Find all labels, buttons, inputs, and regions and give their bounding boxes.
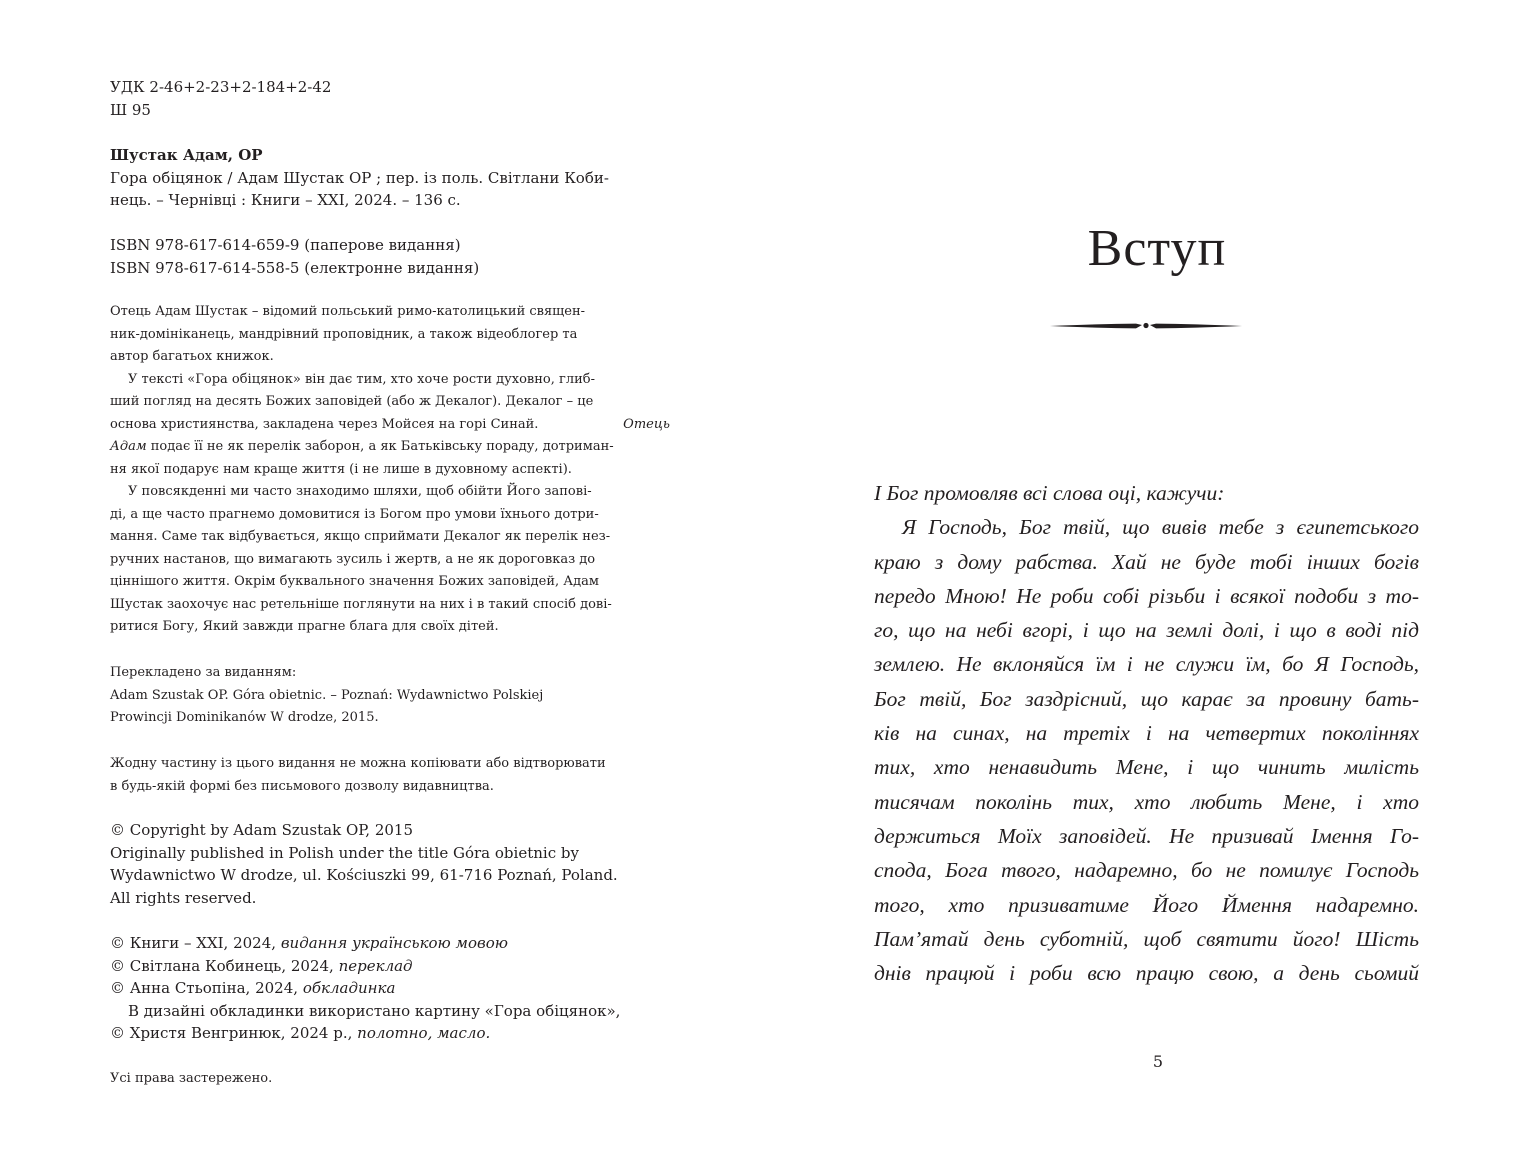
annotation-emphasis: Адам — [110, 439, 147, 454]
citation-line: нець. – Чернівці : Книги – ХХІ, 2024. – 136 с. — [110, 191, 461, 209]
copyright-line: Wydawnictwo W drodze, ul. Kościuszki 99, 61-716 Poznań, Poland. — [110, 866, 618, 884]
isbn-block — [110, 234, 670, 279]
copyright-line — [110, 1022, 670, 1045]
copyright-en — [110, 819, 670, 909]
copyright-text: © Анна Стьопіна, 2024, — [110, 979, 299, 997]
epigraph-line: передо Мною! Не роби собі різьби і всякої подоби з то- — [874, 583, 1419, 608]
epigraph-line: тих, хто ненавидить Мене, і що чинить милість — [874, 755, 1419, 780]
copyright-text: © Книги – ХХІ, 2024, — [110, 934, 277, 952]
author-heading: Шустак Адам, ОР — [110, 146, 263, 164]
copyright-line: © Copyright by Adam Szustak OP, 2015 — [110, 821, 414, 839]
chapter-title: Вступ — [1087, 220, 1227, 277]
epigraph-line: днів працюй і роби всю працю свою, а день сьомий — [874, 961, 1419, 986]
annotation-line: У тексті «Гора обіцянок» він дає тим, хто хоче рости духовно, глиб- — [128, 371, 595, 387]
translated-from-line: Prowincji Dominikanów W drodze, 2015. — [110, 710, 379, 725]
epigraph-line: Я Господь, Бог твій, що вивів тебе з єгипетського — [902, 515, 1419, 540]
annotation-line: ня якої подарує нам краще життя (і не лише в духовному аспекті). — [110, 461, 572, 477]
epigraph-line: го, що на небі вгорі, і що на землі долі, і що в воді під — [874, 618, 1419, 643]
isbn-print: ISBN 978-617-614-659-9 (паперове видання) — [110, 236, 461, 254]
annotation-text: основа християнства, закладена через Мойсея на горі Синай. — [110, 416, 539, 432]
annotation-line: ціннішого життя. Окрім буквального значення Божих заповідей, Адам — [110, 574, 600, 589]
annotation-line — [110, 414, 670, 437]
epigraph — [874, 476, 1419, 990]
annotation-line: У повсякденні ми часто знаходимо шляхи, щоб обійти Його запові- — [128, 484, 592, 499]
bibliographic-record — [110, 144, 670, 212]
translated-from-line: Adam Szustak OP. Góra obietnic. – Poznań: Wydawnictwo Polskiej — [110, 687, 544, 703]
epigraph-line: держиться Моїх заповідей. Не призивай Імення Го- — [874, 823, 1419, 848]
udk-code: УДК 2-46+2-23+2-184+2-42 — [110, 78, 332, 96]
copyright-text: © Світлана Кобинець, 2024, — [110, 956, 334, 975]
epigraph-line: спода, Бога твого, надаремно, бо не помилує Господь — [874, 858, 1419, 883]
epigraph-line: землею. Не вклоняйся їм і не служи їм, бо Я Господь, — [874, 652, 1419, 677]
epigraph-line: І Бог промовляв всі слова оці, кажучи: — [874, 481, 1225, 505]
annotation-line: Шустак заохочує нас ретельніше поглянути на них і в такий спосіб дові- — [110, 596, 612, 612]
copyright-role: полотно, масло. — [357, 1024, 491, 1042]
rights-notice — [110, 753, 670, 798]
annotation — [110, 301, 670, 639]
annotation-line: ритися Богу, Який завжди прагне блага для своїх дітей. — [110, 619, 499, 634]
copyright-line: Originally published in Polish under the title Góra obietnic by — [110, 843, 579, 862]
classification-block — [110, 76, 670, 121]
annotation-line: ручних настанов, що вимагають зусиль і жертв, а не як дороговказ до — [110, 551, 596, 567]
copyright-text: © Христя Венгринюк, 2024 р., — [110, 1024, 353, 1042]
rights-notice-line: в будь-якій формі без письмового дозволу видавництва. — [110, 778, 494, 794]
all-rights-reserved: Усі права застережено. — [110, 1071, 273, 1086]
annotation-line: мання. Саме так відбувається, якщо сприймати Декалог як перелік нез- — [110, 529, 611, 544]
shifr-code: Ш 95 — [110, 100, 151, 119]
copyright-line — [110, 977, 670, 1000]
copyright-ua — [110, 932, 670, 1045]
annotation-text: подає її не як перелік заборон, а як Батьківську пораду, дотриман- — [150, 439, 614, 454]
copyright-role: видання українською мовою — [280, 934, 508, 952]
copyright-role: обкладинка — [302, 979, 396, 997]
annotation-line: ник-домініканець, мандрівний проповідник, а також відеоблогер та — [110, 326, 578, 342]
epigraph-line: тисячам поколінь тих, хто любить Мене, і хто — [874, 789, 1419, 814]
annotation-line: ший погляд на десять Божих заповідей (або ж Декалог). Декалог – це — [110, 394, 594, 409]
isbn-electronic: ISBN 978-617-614-558-5 (електронне видання) — [110, 258, 480, 277]
copyright-line: В дизайні обкладинки використано картину «Гора обіцянок», — [128, 1001, 621, 1020]
epigraph-line: Пам’ятай день суботній, щоб святити його! Шість — [874, 926, 1419, 951]
annotation-emphasis: Отець — [623, 416, 670, 432]
copyright-role: переклад — [338, 956, 413, 975]
citation-line: Гора обіцянок / Адам Шустак ОР ; пер. із поль. Світлани Коби- — [110, 168, 609, 187]
copyright-line: All rights reserved. — [110, 888, 257, 907]
rights-notice-line: Жодну частину із цього видання не можна копіювати або відтворювати — [110, 756, 606, 771]
copyright-line — [110, 955, 670, 978]
translated-from — [110, 662, 670, 730]
epigraph-line: того, хто призиватиме Його Ймення надаремно. — [874, 892, 1419, 917]
epigraph-line: краю з дому рабства. Хай не буде тобі інших богів — [874, 549, 1419, 574]
annotation-line: Отець Адам Шустак – відомий польський римо-католицький священ- — [110, 304, 586, 319]
epigraph-line: ків на синах, на третіх і на четвертих поколіннях — [874, 721, 1419, 746]
right-page — [768, 0, 1536, 1152]
page-number: 5 — [1152, 1052, 1164, 1071]
epigraph-line: Бог твій, Бог заздрісний, що карає за провину бать- — [874, 686, 1419, 711]
annotation-line: автор багатьох книжок. — [110, 349, 274, 364]
annotation-line — [110, 436, 670, 459]
copyright-line — [110, 932, 670, 955]
translated-from-label: Перекладено за виданням: — [110, 665, 297, 680]
ornament-divider — [1050, 316, 1242, 336]
annotation-line: ді, а ще часто прагнемо домовитися із Богом про умови їхнього дотри- — [110, 506, 599, 522]
